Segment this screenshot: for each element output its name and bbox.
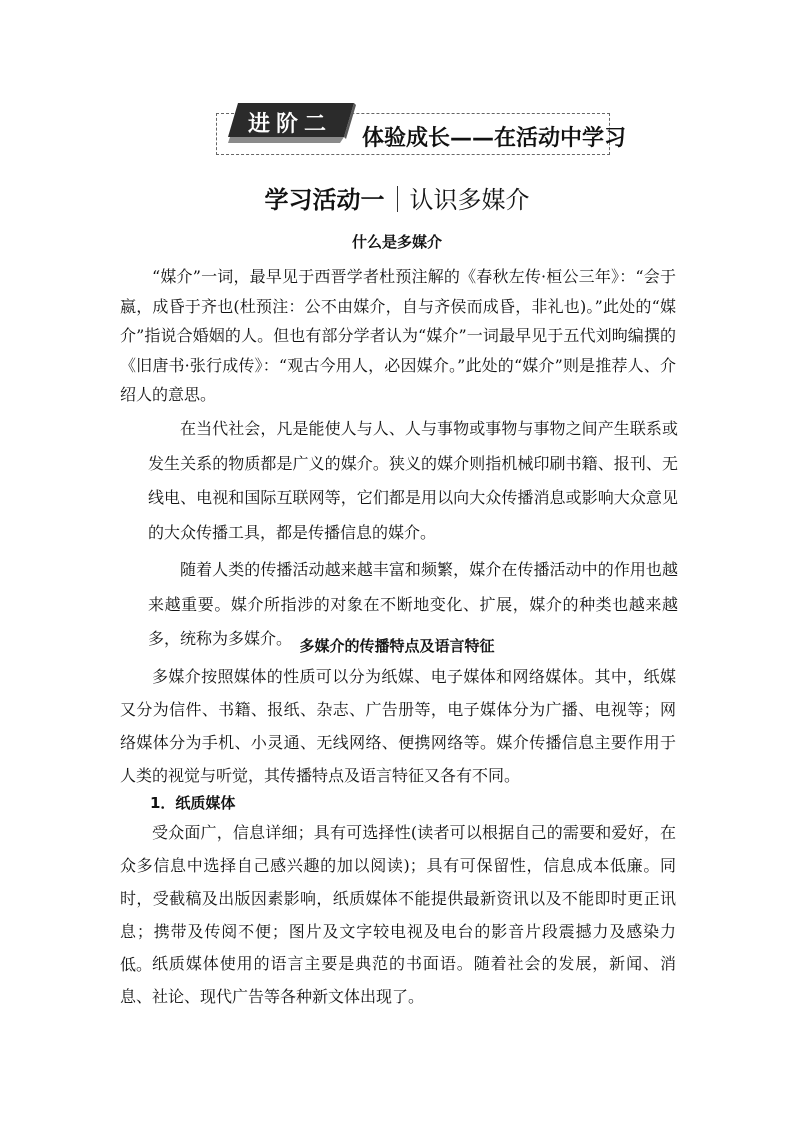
paragraph-multimedia: 随着人类的传播活动越来越丰富和频繁，媒介在传播活动中的作用也越来越重要。媒介所指涉的对象在不断地变化、扩展，媒介的种类也越来越多，统称为多媒介。	[148, 560, 678, 648]
level-badge	[228, 103, 356, 143]
activity-number: 学习活动一	[264, 186, 385, 214]
section-banner	[216, 103, 627, 157]
badge-label: 进阶二	[247, 112, 332, 137]
subheading-print-media: 1．纸质媒体	[150, 794, 236, 812]
section-heading-what-is: 什么是多媒介	[351, 233, 442, 251]
activity-title	[0, 180, 794, 215]
paragraph-media-types: 多媒介按照媒体的性质可以分为纸媒、电子媒体和网络媒体。其中，纸媒又分为信件、书籍、报纸、杂志、广告册等，电子媒体分为广播、电视等；网络媒体分为手机、小灵通、无线网络、便携网络等。媒介传播信息主要作用于人类的视觉与听觉，其传播特点及语言特征又各有不同。	[120, 667, 676, 785]
paragraph-print-language: 纸质媒体使用的语言主要是典范的书面语。随着社会的发展，新闻、消息、社论、现代广告等各种新文体出现了。	[120, 954, 676, 1006]
activity-topic: 认识多媒介	[409, 186, 530, 214]
paragraph-print-features: 受众面广，信息详细；具有可选择性(读者可以根据自己的需要和爱好，在众多信息中选择自己感兴趣的加以阅读)；具有可保留性，信息成本低廉。同时，受截稿及出版因素影响，纸质媒体不能提供最新资讯以及不能即时更正讯息；携带及传阅不便；图片及文字较电视及电台的影音片段震撼力及感染力低。	[120, 823, 676, 974]
paragraph-etymology: “媒介”一词，最早见于西晋学者杜预注解的《春秋左传·桓公三年》：“会于嬴，成昏于齐也(杜预注：公不由媒介，自与齐侯而成昏，非礼也)。”此处的“媒介”指说合婚姻的人。但也有部分学者认为“媒介”一词最早见于五代刘昫编撰的《旧唐书·张行成传》：“观古今用人，必因媒介。”此处的“媒介”则是推荐人、介绍人的意思。	[120, 267, 676, 404]
title-divider	[397, 186, 398, 212]
section-heading-features: 多媒介的传播特点及语言特征	[299, 637, 495, 655]
paragraph-modern-definition: 在当代社会，凡是能使人与人、人与事物或事物与事物之间产生联系或发生关系的物质都是广义的媒介。狭义的媒介则指机械印刷书籍、报刊、无线电、电视和国际互联网等，它们都是用以向大众传播消息或影响大众意见的大众传播工具，都是传播信息的媒介。	[148, 419, 678, 542]
banner-subtitle: 体验成长——在活动中学习	[362, 126, 627, 151]
